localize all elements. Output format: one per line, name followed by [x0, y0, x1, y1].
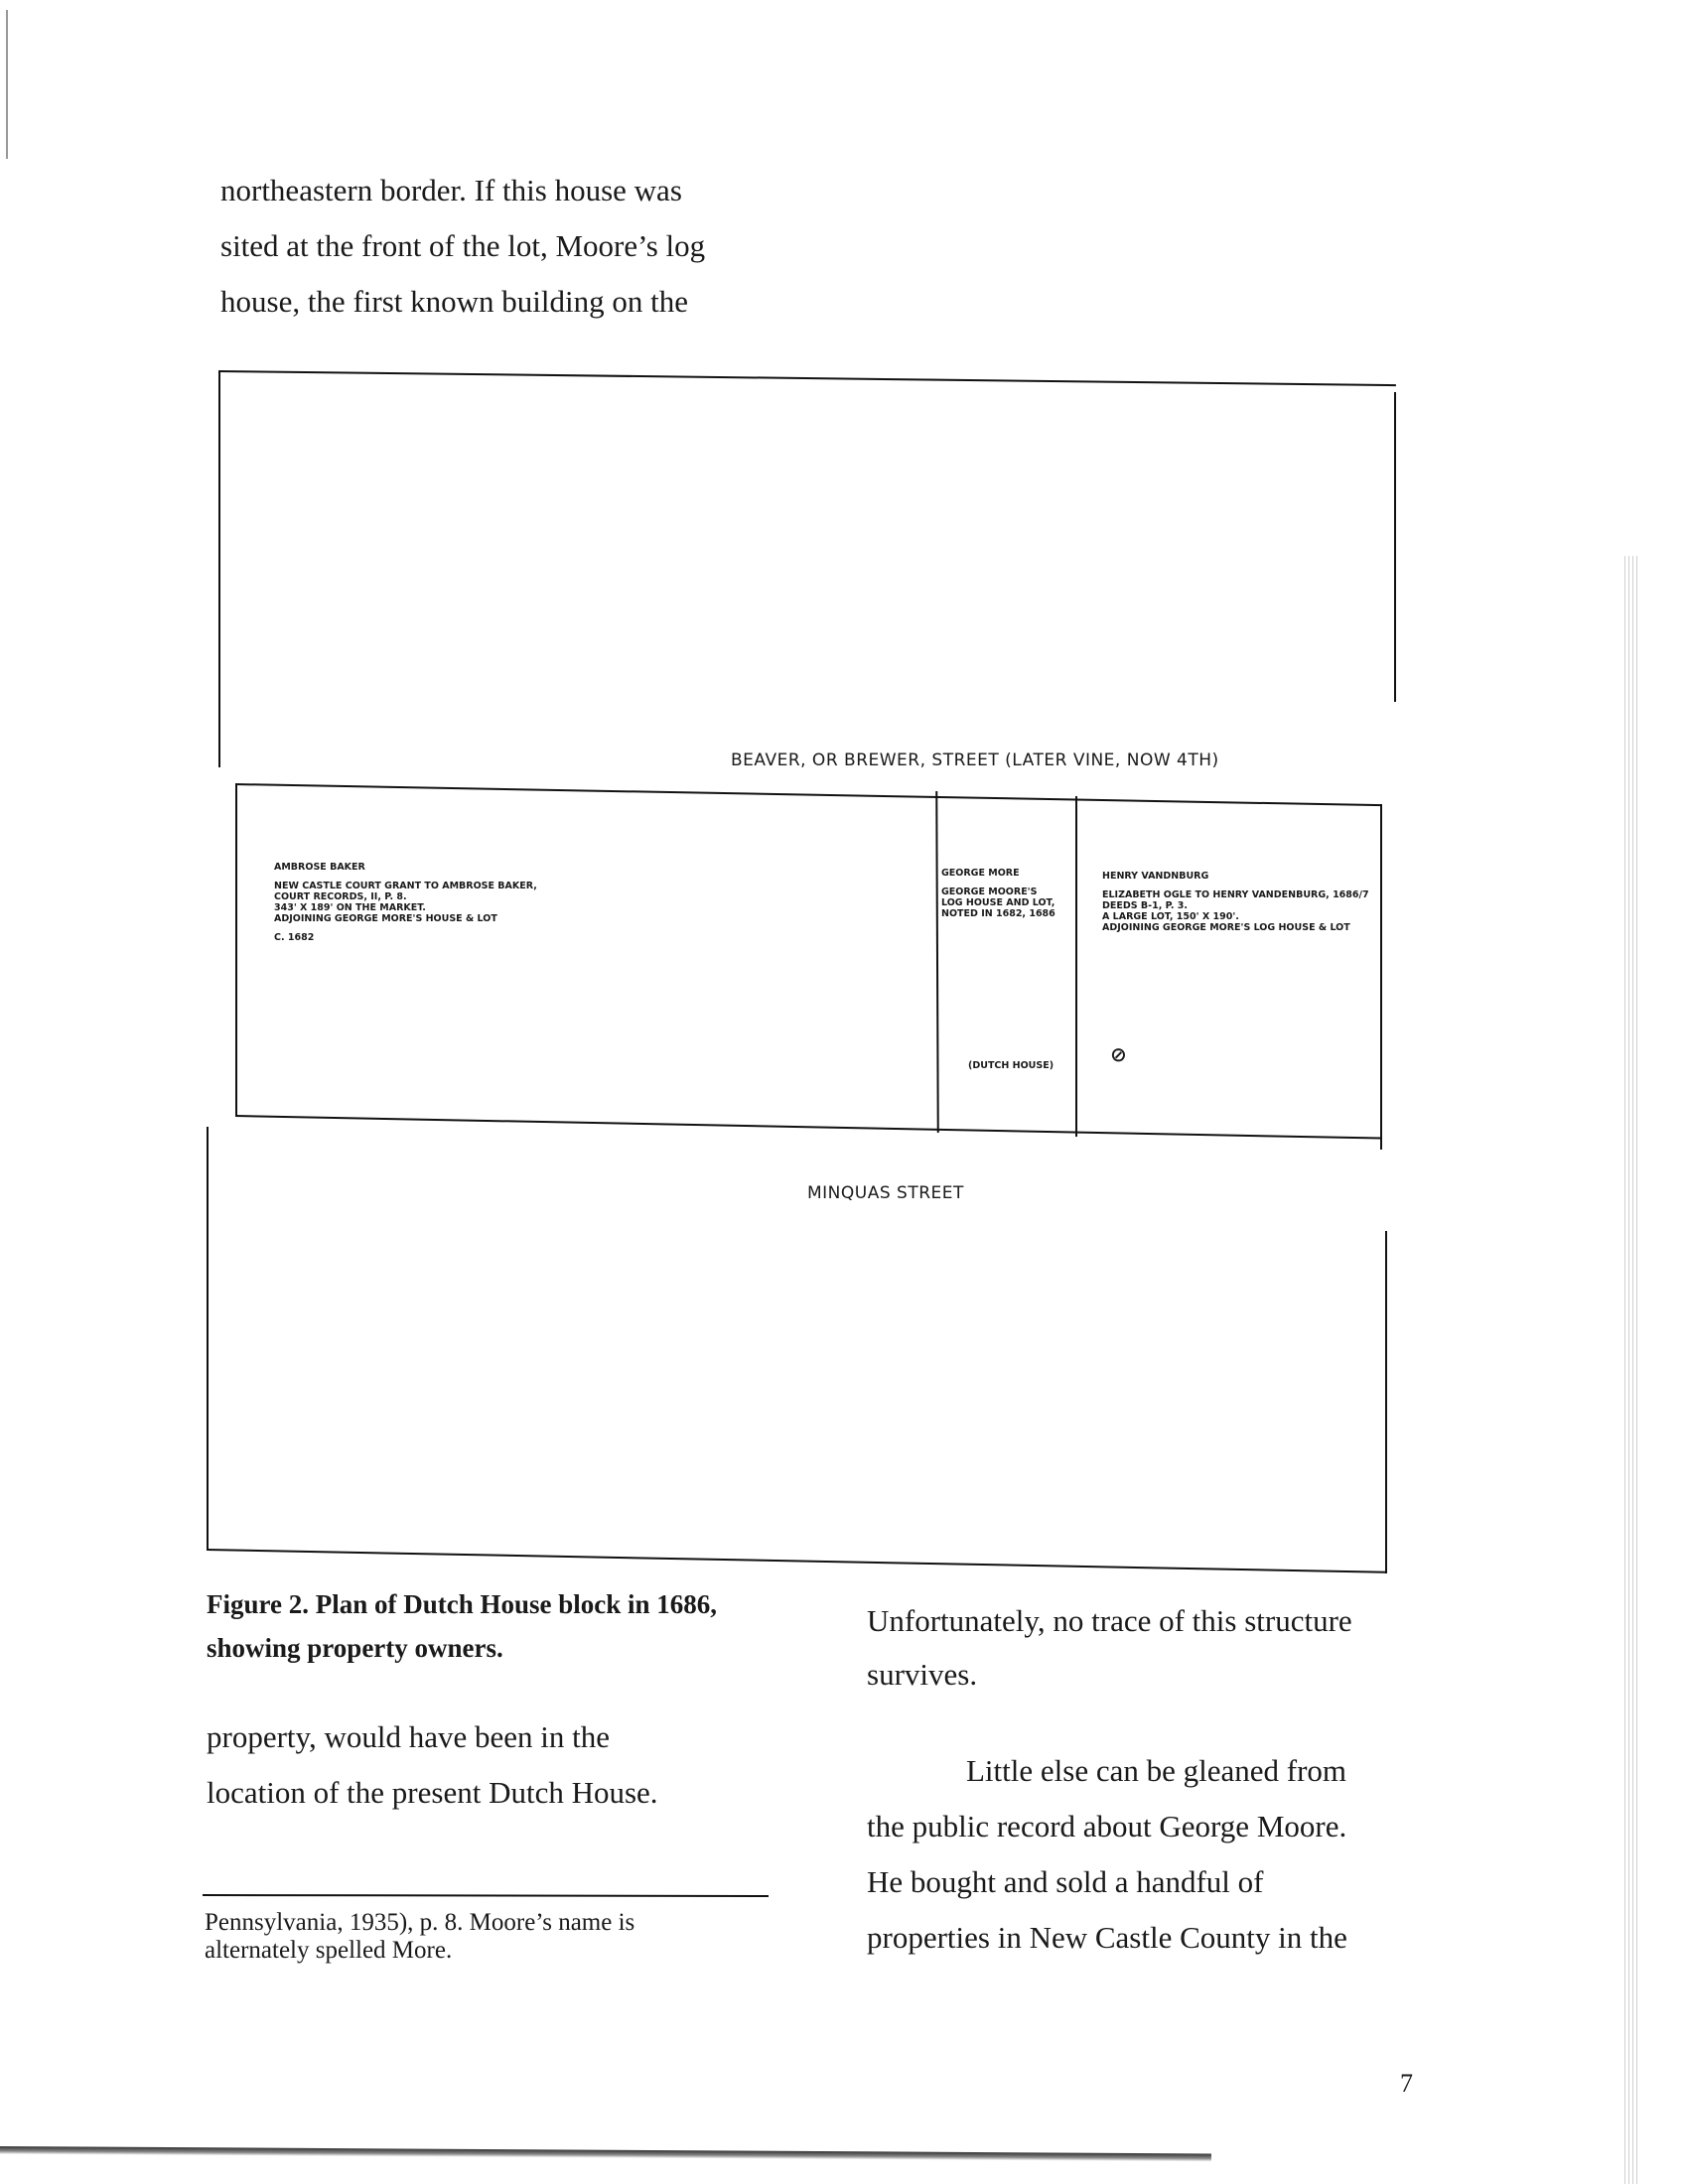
lot-george-more	[941, 868, 1055, 919]
lot-note: 343' X 189' ON THE MARKET.	[274, 902, 426, 913]
frame-left-lower	[207, 1127, 209, 1549]
frame-bottom	[207, 1549, 1386, 1573]
text-line: the public record about George Moore.	[867, 1809, 1347, 1843]
lot-henry-vandnburg	[1102, 871, 1369, 933]
lot-divider-1	[935, 791, 939, 1133]
street-label-bottom: MINQUAS STREET	[807, 1183, 964, 1203]
lot-note: DEEDS B-1, P. 3.	[1102, 900, 1188, 911]
lot-owner: AMBROSE BAKER	[274, 862, 365, 873]
footnote	[205, 1909, 634, 1965]
page-number: 7	[1400, 2069, 1413, 2098]
lot-marker-icon: ⊘	[1110, 1042, 1127, 1066]
street-label-top: BEAVER, OR BREWER, STREET (LATER VINE, NOW 4TH)	[731, 751, 1219, 770]
dutch-house-label: (DUTCH HOUSE)	[968, 1060, 1055, 1071]
lot-owner: GEORGE MORE	[941, 868, 1020, 879]
block-left	[235, 783, 237, 1117]
text-line: He bought and sold a handful of	[867, 1864, 1264, 1899]
block-top	[235, 783, 1382, 806]
text-line: survives.	[867, 1657, 978, 1692]
footnote-line: alternately spelled More.	[205, 1937, 453, 1964]
text-line: properties in New Castle County in the	[867, 1920, 1347, 1955]
frame-left	[218, 370, 220, 767]
right-column-para2	[867, 1743, 1347, 1966]
footnote-line: Pennsylvania, 1935), p. 8. Moore’s name is	[205, 1909, 635, 1936]
scan-edge-left	[6, 10, 8, 159]
top-paragraph	[220, 163, 705, 330]
lot-note: COURT RECORDS, II, P. 8.	[274, 891, 407, 902]
left-column-text	[207, 1709, 658, 1821]
text-line: Little else can be gleaned from	[966, 1753, 1347, 1788]
caption-line: Figure 2. Plan of Dutch House block in 1686,	[207, 1589, 718, 1619]
text-line: northeastern border. If this house was	[220, 173, 682, 207]
frame-right-upper	[1394, 392, 1396, 702]
lot-note: GEORGE MOORE'S	[941, 887, 1038, 897]
text-line: property, would have been in the	[207, 1719, 611, 1754]
scan-edge-right	[1624, 556, 1638, 2184]
block-right	[1380, 804, 1382, 1150]
right-column-para1	[867, 1594, 1352, 1702]
lot-note: ELIZABETH OGLE TO HENRY VANDENBURG, 1686/7	[1102, 889, 1369, 900]
scan-edge-bottom	[0, 2146, 1211, 2161]
block-bottom	[235, 1115, 1381, 1140]
text-line: location of the present Dutch House.	[207, 1775, 658, 1810]
lot-note: ADJOINING GEORGE MORE'S HOUSE & LOT	[274, 913, 497, 924]
text-line: Unfortunately, no trace of this structure	[867, 1603, 1352, 1638]
text-line: sited at the front of the lot, Moore’s log	[220, 228, 706, 263]
lot-divider-2	[1075, 796, 1077, 1137]
footnote-rule	[203, 1894, 769, 1897]
lot-note: A LARGE LOT, 150' X 190'.	[1102, 911, 1239, 922]
figure-caption	[207, 1582, 717, 1670]
caption-line: showing property owners.	[207, 1633, 503, 1663]
lot-note: NOTED IN 1682, 1686	[941, 908, 1055, 919]
lot-note: ADJOINING GEORGE MORE'S LOG HOUSE & LOT	[1102, 922, 1350, 933]
lot-ambrose-baker	[274, 862, 537, 943]
lot-note: LOG HOUSE AND LOT,	[941, 897, 1055, 908]
frame-top	[218, 370, 1396, 386]
lot-note: NEW CASTLE COURT GRANT TO AMBROSE BAKER,	[274, 881, 537, 891]
text-line: house, the first known building on the	[220, 284, 688, 319]
lot-owner: HENRY VANDNBURG	[1102, 871, 1209, 882]
lot-date: C. 1682	[274, 932, 315, 943]
frame-right-lower	[1385, 1231, 1387, 1573]
